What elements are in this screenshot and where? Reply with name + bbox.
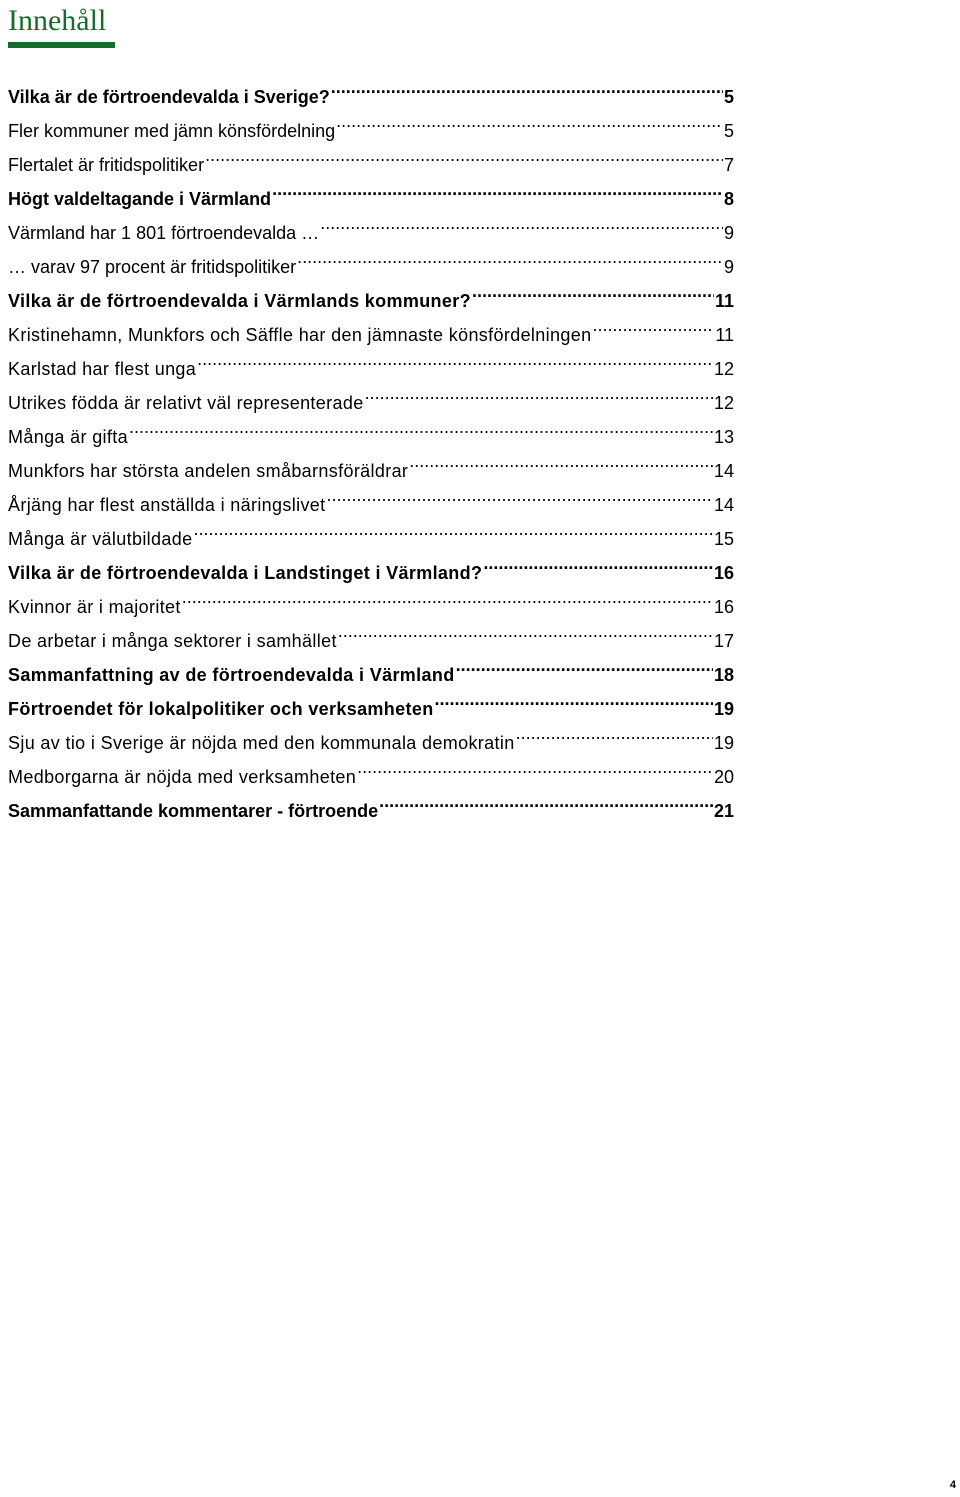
toc-entry-page: 19 [713,733,734,753]
toc-entry-label: Karlstad har flest unga [8,359,197,379]
toc-entry-label: Flertalet är fritidspolitiker [8,155,205,175]
toc-entry-page: 15 [713,529,734,549]
toc-entry-label: Sammanfattande kommentarer - förtroende [8,801,379,821]
toc-dot-leader [205,137,723,171]
page-number: 4 [949,1479,956,1491]
toc-entry-label: Munkfors har största andelen småbarnsföräldrar [8,461,409,481]
toc-dot-leader [320,205,723,239]
toc-entry-page: 7 [723,155,734,175]
toc-entry-label: … varav 97 procent är fritidspolitiker [8,257,297,277]
toc-dot-leader [365,375,713,409]
toc-entry-page: 20 [713,767,734,787]
toc-dot-leader [516,715,713,749]
toc-dot-leader [129,409,713,443]
toc-entry-label: Värmland har 1 801 förtroendevalda … [8,223,320,243]
toc-dot-leader [472,273,714,307]
toc-entry-label: Fler kommuner med jämn könsfördelning [8,121,336,141]
toc-entry-label: Årjäng har flest anställda i näringslivet [8,495,326,515]
toc-entry-page: 9 [723,223,734,243]
toc-entry-label: Högt valdeltagande i Värmland [8,189,272,209]
toc-entry-label: Sju av tio i Sverige är nöjda med den kommunala demokratin [8,733,515,753]
toc-entry-page: 18 [713,665,734,685]
page-title: Innehåll [8,4,107,37]
toc-entry-page: 19 [713,699,734,719]
toc-entry-label: Vilka är de förtroendevalda i Värmlands kommuner? [8,291,471,311]
toc-dot-leader [182,579,713,613]
toc-entry-label: Medborgarna är nöjda med verksamheten [8,767,357,787]
title-underline [8,42,115,48]
toc-entry-page: 14 [713,461,734,481]
toc-entry-page: 8 [723,189,734,209]
toc-entry-page: 12 [713,393,734,413]
toc-entry-page: 5 [723,121,734,141]
toc-entry-page: 12 [713,359,734,379]
toc-dot-leader [338,613,713,647]
toc-dot-leader [272,171,723,205]
toc-entry-page: 11 [715,325,734,345]
toc-dot-leader [483,545,713,579]
toc-entry-page: 14 [713,495,734,515]
toc-dot-leader [409,443,713,477]
toc-dot-leader [357,749,713,783]
toc-entry-label: Sammanfattning av de förtroendevalda i Värmland [8,665,455,685]
toc-entry-page: 9 [723,257,734,277]
toc-dot-leader [435,681,713,715]
toc-entry-page: 16 [713,563,734,583]
toc-entry-label: Vilka är de förtroendevalda i Sverige? [8,87,330,107]
toc-entry-page: 16 [713,597,734,617]
toc-entry-label: Kvinnor är i majoritet [8,597,181,617]
toc-dot-leader [193,511,713,545]
toc-dot-leader [336,103,723,137]
toc-dot-leader [331,69,723,103]
toc-entry-label: Vilka är de förtroendevalda i Landstinget i Värmland? [8,563,483,583]
toc-entry-label: Många är gifta [8,427,128,447]
toc-link[interactable] [8,69,734,107]
toc-entry-label: Kristinehamn, Munkfors och Säffle har den jämnaste könsfördelningen [8,325,592,345]
toc-dot-leader [592,307,714,341]
toc-entry-label: Utrikes födda är relativt väl representerade [8,393,364,413]
toc-entry-label: Förtroendet för lokalpolitiker och verksamheten [8,699,434,719]
toc-entry-page: 13 [713,427,734,447]
toc-dot-leader [297,239,723,273]
toc-dot-leader [197,341,713,375]
toc-entry-label: De arbetar i många sektorer i samhället [8,631,337,651]
table-of-contents [8,69,734,821]
toc-entry-page: 5 [723,87,734,107]
toc-entry-page: 21 [713,801,734,821]
toc-dot-leader [456,647,713,681]
toc-entry-page: 11 [714,291,734,311]
toc-entry-page: 17 [713,631,734,651]
toc-dot-leader [327,477,713,511]
toc-dot-leader [379,783,713,817]
toc-item [8,69,734,107]
toc-entry-label: Många är välutbildade [8,529,193,549]
